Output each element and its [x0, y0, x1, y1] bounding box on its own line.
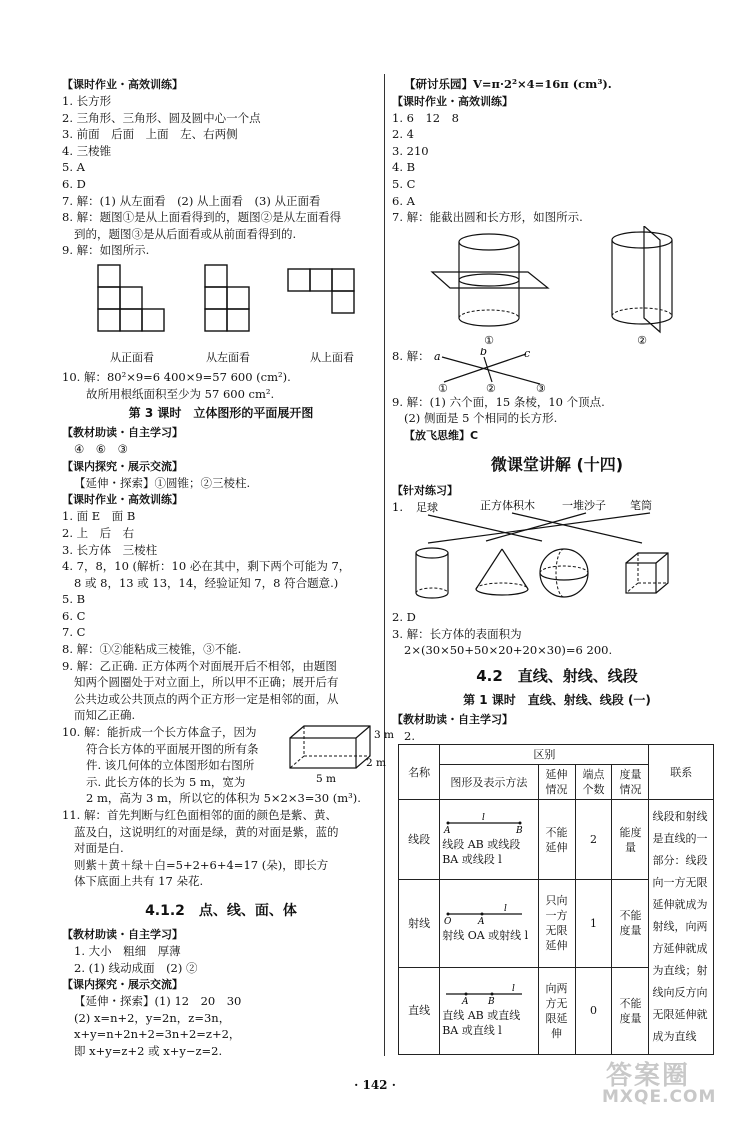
row-name: 线段 [399, 800, 440, 880]
line-figure [442, 984, 526, 1004]
answer-line: 5. B [62, 592, 86, 607]
table-header: 名称 [399, 745, 440, 800]
answer-line: 【延伸・探索】①圆锥；②三棱柱. [74, 475, 251, 490]
object-label-cube-block: 正方体积木 [480, 498, 535, 512]
matching-shapes-figure [392, 499, 722, 609]
answer-line: x+y=n+2n+2=3n+2=z+2， [74, 1027, 241, 1042]
line-label-l: l [482, 812, 486, 823]
figure-cell [440, 800, 538, 880]
section-header: 【放飞思维】C [404, 428, 479, 442]
answer-line: 5. A [62, 160, 85, 175]
answer-line: 1. 大小 粗细 厚薄 [74, 944, 181, 958]
answer-line: 2. [404, 728, 415, 743]
answer-line: 3. 210 [392, 143, 429, 158]
answer-line: (2) 侧面是 5 个相同的长方形. [404, 411, 558, 426]
figure-cell [440, 879, 538, 967]
point-label-O: O [444, 916, 452, 924]
segment-figure [442, 813, 526, 833]
answer-line: 到的，题图③是从后面看或从前面看得到的. [74, 226, 297, 241]
q8-matching [392, 348, 722, 394]
section-header: 【教材助读・自主学习】 [62, 426, 183, 440]
answer-line: 1. 长方形 [62, 94, 112, 108]
cylinder-cuts-figure [392, 226, 722, 348]
answer-line: 8. 解： [392, 348, 430, 363]
answer-line: 公共边或公共顶点的两个正方形一定是相邻的面，从 [74, 691, 339, 706]
answer-line: 7. 解：能截出圆和长方形，如图所示. [392, 210, 583, 225]
answer-line: 7. C [62, 625, 86, 640]
end-cell: 2 [575, 800, 612, 880]
answer-line: 7. 解：(1) 从左面看 (2) 从上面看 (3) 从正面看 [62, 193, 321, 208]
figure-text: 射线 OA 或射线 l [442, 928, 529, 942]
section-header: 【课时作业・高效训练】 [62, 493, 183, 507]
view-label-left: 从左面看 [206, 350, 250, 364]
cuboid-figure [284, 722, 394, 786]
relation-cell: 线段和射线是直线的一部分：线段向一方无限延伸就成为射线，向两方延伸就成为直线；射线向反方向无限延伸就成为直线 [649, 800, 714, 1055]
answer-line: 而知乙正确. [74, 708, 136, 723]
row-name: 射线 [399, 879, 440, 967]
section-header: 【课内探究・展示交流】 [62, 978, 183, 992]
line-label-a: a [434, 349, 441, 363]
circle-label-1: ① [438, 381, 448, 394]
object-label-penholder: 笔筒 [630, 498, 652, 512]
table-header: 图形及表示方法 [440, 765, 538, 800]
answer-line: (2) x=n+2，y=2n，z=3n， [74, 1010, 231, 1025]
table-header: 区别 [440, 745, 649, 765]
answer-line: ④ ⑥ ③ [74, 442, 128, 457]
answer-line: 11. 解：首先判断与红色面相邻的面的颜色是紫、黄、 [62, 808, 337, 823]
answer-line: 8 或 8，13 或 13，14，经验证知 7，8 符合题意.) [74, 575, 339, 590]
meas-cell: 能度量 [612, 800, 649, 880]
q10-block [62, 724, 394, 807]
answer-line: 6. D [62, 176, 86, 191]
section-header: 【针对练习】 [392, 483, 458, 497]
answer-line: 【研讨乐园】V=π·2²×4=16π (cm³). [404, 77, 612, 91]
answer-line: 9. 解：乙正确. 正方体两个对面展开后不相邻，由题图 [62, 658, 337, 673]
answer-line: 3. 前面 后面 上面 左、右两侧 [62, 127, 238, 142]
table-header: 联系 [649, 745, 714, 800]
section-header: 【课内探究・展示交流】 [62, 459, 183, 473]
lesson-title: 第 1 课时 直线、射线、线段 (一) [463, 692, 651, 707]
table-header: 端点个数 [575, 765, 612, 800]
question-number: 1. [392, 499, 403, 514]
answer-line: 4. 三棱锥 [62, 143, 112, 158]
ext-cell: 向两方无限延伸 [538, 967, 575, 1055]
ray-figure [442, 904, 526, 924]
line-label-c: c [524, 347, 531, 360]
watermark [600, 1055, 728, 1109]
right-column [392, 76, 722, 1055]
section-header: 【课时作业・高效训练】 [62, 78, 183, 91]
answer-line: 对面是白. [74, 841, 124, 856]
line-label-l: l [504, 903, 508, 914]
meas-cell: 不能度量 [612, 967, 649, 1055]
dim-width: 2 m [366, 757, 386, 770]
answer-line: 2 m，高为 3 m，所以它的体积为 5×2×3=30 (m³). [86, 791, 361, 806]
lesson-title: 4.1.2 点、线、面、体 [145, 903, 297, 919]
table-header: 度量情况 [612, 765, 649, 800]
answer-line: 8. 解：①②能粘成三棱锥，③不能. [62, 642, 242, 657]
three-views-figure [62, 261, 380, 369]
meas-cell: 不能度量 [612, 879, 649, 967]
page-number: · 142 · [354, 1078, 396, 1092]
table-row [399, 800, 714, 880]
view-label-front: 从正面看 [110, 350, 154, 364]
answer-line: 2. D [392, 609, 416, 624]
answer-line: 件. 该几何体的立体图形如右图所 [86, 758, 255, 773]
answer-line: 1. 面 E 面 B [62, 509, 136, 524]
answer-line: 10. 解：能折成一个长方体盒子，因为 [62, 725, 257, 740]
answer-line: 体下底面上共有 17 朵花. [74, 874, 204, 889]
answer-line: 4. B [392, 160, 416, 175]
left-column [62, 76, 394, 1060]
answer-line: 6. C [62, 608, 86, 623]
point-label-A: A [444, 825, 451, 833]
point-label-B: B [488, 996, 495, 1004]
dim-height: 3 m [374, 729, 394, 742]
line-label-l: l [512, 983, 516, 994]
circle-label-2: ② [486, 381, 496, 394]
view-label-top: 从上面看 [310, 350, 354, 364]
answer-line: 知两个圆圈处于对立面上，所以甲不正确；展开后有 [74, 675, 339, 690]
point-label-B: B [516, 825, 523, 833]
chapter-title: 4.2 直线、射线、线段 [476, 666, 638, 685]
big-title: 微课堂讲解 (十四) [490, 454, 624, 474]
column-divider [384, 74, 385, 1056]
ext-cell: 只向一方无限延伸 [538, 879, 575, 967]
table-header: 延伸情况 [538, 765, 575, 800]
watermark-url: MXQE.COM [602, 1087, 717, 1107]
answer-line: 5. C [392, 176, 416, 191]
object-label-football: 足球 [416, 500, 438, 514]
answer-line: 2×(30×50+50×20+20×30)=6 200. [404, 643, 613, 658]
row-name: 直线 [399, 967, 440, 1055]
point-label-A: A [478, 916, 485, 924]
answer-line: 符合长方体的平面展开图的所有条 [86, 741, 259, 756]
answer-line: 故所用根纸面积至少为 57 600 cm². [86, 386, 275, 401]
answer-line: 1. 6 12 8 [392, 110, 459, 125]
answer-line: 则紫＋黄＋绿＋白=5+2+6+4=17 (朵)，即长方 [74, 857, 329, 872]
watermark-text: 答案圈 [606, 1061, 691, 1091]
answer-line: 2. 上 后 右 [62, 525, 135, 540]
end-cell: 0 [575, 967, 612, 1055]
figure-text: 直线 AB 或直线 BA 或直线 l [442, 1008, 521, 1037]
answer-line: 3. 解：长方体的表面积为 [392, 626, 522, 641]
matching-lines [430, 348, 630, 394]
ext-cell: 不能延伸 [538, 800, 575, 880]
figure-label: ① [484, 333, 494, 347]
answer-line: 2. (1) 线动成面 (2) ② [74, 960, 198, 975]
answer-line: 8. 解：题图①是从上面看得到的，题图②是从左面看得 [62, 210, 342, 225]
answer-line: 3. 长方体 三棱柱 [62, 542, 158, 557]
answer-line: 即 x+y=z+2 或 x+y−z=2. [74, 1043, 223, 1058]
answer-line: 【延伸・探索】(1) 12 20 30 [74, 994, 242, 1009]
answer-line: 2. 三角形、三角形、圆及圆中心一个点 [62, 110, 261, 125]
figure-cell [440, 967, 538, 1055]
circle-label-3: ③ [536, 381, 546, 394]
answer-line: 示. 此长方体的长为 5 m，宽为 [86, 774, 246, 789]
answer-line: 10. 解：80²×9=6 400×9=57 600 (cm²). [62, 369, 291, 384]
section-header: 【课时作业・高效训练】 [392, 94, 513, 108]
answer-line: 9. 解：(1) 六个面，15 条棱，10 个顶点. [392, 394, 605, 409]
answer-line: 9. 解：如图所示. [62, 243, 150, 258]
dim-length: 5 m [316, 773, 336, 786]
comparison-table [398, 744, 714, 1055]
answer-line: 6. A [392, 193, 415, 208]
line-label-b: b [480, 347, 488, 358]
figure-label: ② [637, 333, 647, 347]
section-header: 【教材助读・自主学习】 [62, 928, 183, 941]
figure-text: 线段 AB 或线段 BA 或线段 l [442, 837, 521, 866]
section-header: 【教材助读・自主学习】 [392, 712, 513, 726]
lesson-title: 第 3 课时 立体图形的平面展开图 [128, 406, 314, 421]
point-label-A: A [462, 996, 469, 1004]
answer-line: 4. 7，8，10 (解析：10 必在其中，剩下两个可能为 7， [62, 559, 351, 574]
end-cell: 1 [575, 879, 612, 967]
answer-line: 蓝及白，这说明红的对面是绿，黄的对面是紫，蓝的 [74, 824, 339, 839]
answer-line: 2. 4 [392, 127, 414, 142]
object-label-sand: 一堆沙子 [562, 498, 606, 512]
